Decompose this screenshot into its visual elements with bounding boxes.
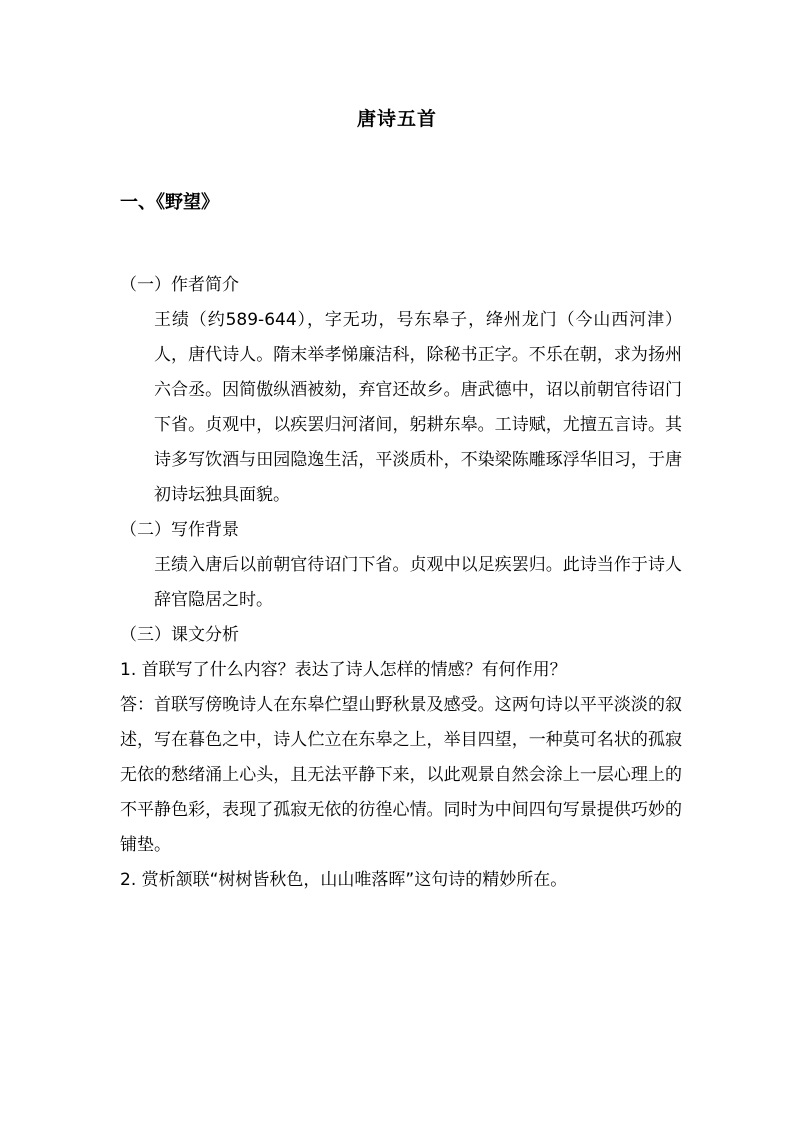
document-body — [120, 268, 682, 898]
question-1: 1. 首联写了什么内容？表达了诗人怎样的情感？有何作用？ — [120, 660, 567, 680]
question-2: 2. 赏析颔联“树树皆秋色，山山唯落晖”这句诗的精妙所在。 — [120, 870, 568, 890]
subsection-analysis-heading: （三）课文分析 — [120, 625, 239, 645]
author-intro-paragraph: 王绩（约589-644），字无功，号东皋子，绛州龙门（今山西河津）人，唐代诗人。隋末举孝悌廉洁科，除秘书正字。不乐在朝，求为扬州六合丞。因简傲纵酒被劾，弃官还故乡。唐武德中，诏以前朝官待诏门下省。贞观中，以疾罢归河渚间，躬耕东皋。工诗赋，尤擅五言诗。其诗多写饮酒与田园隐逸生活，平淡质朴，不染梁陈雕琢浮华旧习，于唐初诗坛独具面貌。 — [154, 310, 682, 505]
section-heading-yewang: 一、《野望》 — [120, 192, 219, 213]
subsection-author-intro-heading: （一）作者简介 — [120, 275, 239, 295]
answer-1-paragraph: 答：首联写傍晚诗人在东皋伫望山野秋景及感受。这两句诗以平平淡淡的叙述，写在暮色之中，诗人伫立在东皋之上，举目四望，一种莫可名状的孤寂无依的愁绪涌上心头，且无法平静下来，以此观景自然会涂上一层心理上的不平静色彩，表现了孤寂无依的彷徨心情。同时为中间四句写景提供巧妙的铺垫。 — [120, 695, 682, 855]
background-paragraph: 王绩入唐后以前朝官待诏门下省。贞观中以足疾罢归。此诗当作于诗人辞官隐居之时。 — [154, 555, 682, 610]
subsection-background-heading: （二）写作背景 — [120, 520, 239, 540]
document-title: 唐诗五首 — [356, 108, 437, 130]
